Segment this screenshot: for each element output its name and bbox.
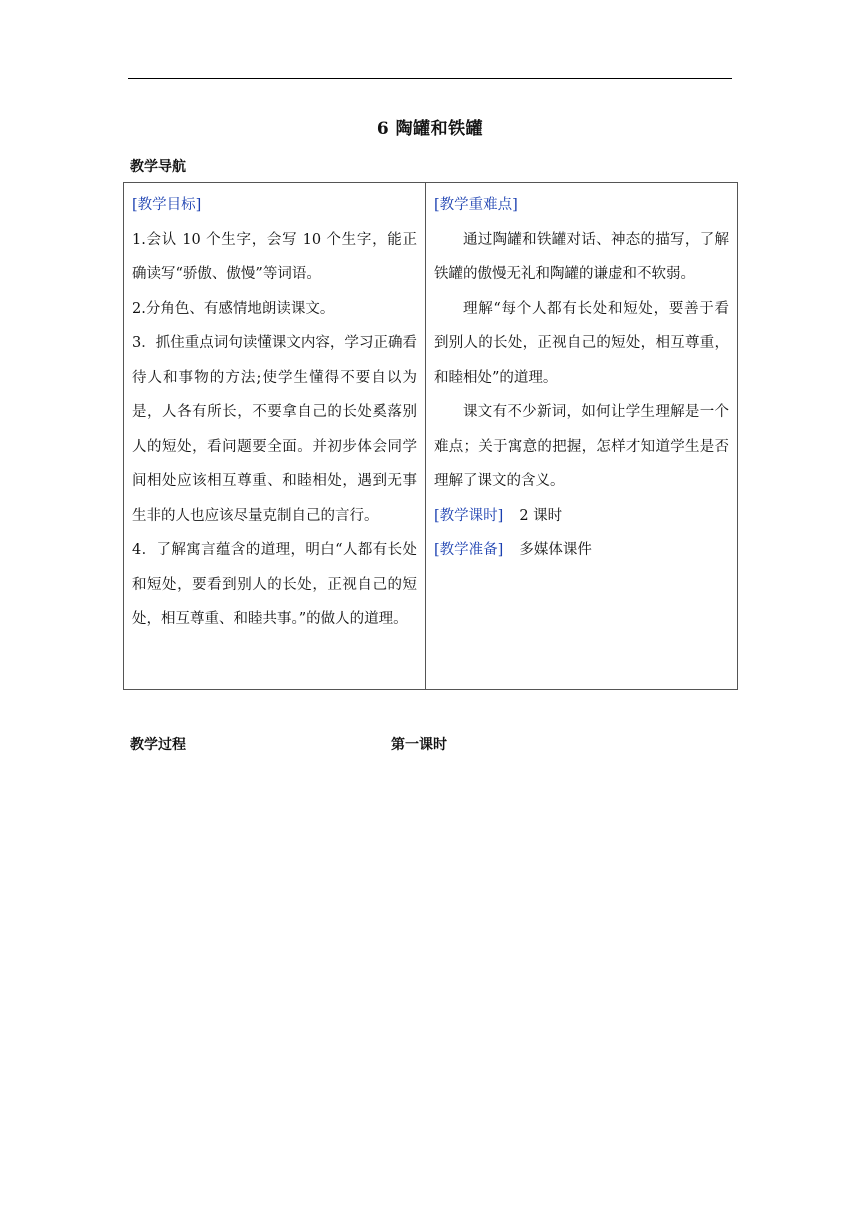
goal-item: 3．抓住重点词句读懂课文内容，学习正确看待人和事物的方法;使学生懂得不要自以为是，人各有所长，不要拿自己的长处奚落别人的短处，看问题要全面。并初步体会同学间相处应该相互尊重、和睦相处，遇到无事生非的人也应该尽量克制自己的言行。 bbox=[132, 335, 417, 524]
prep-tag: [教学准备] bbox=[434, 542, 504, 558]
focus-tag: [教学重难点] bbox=[434, 197, 518, 213]
teaching-nav-table bbox=[123, 182, 738, 690]
goal-item: 1.会认 10 个生字，会写 10 个生字，能正确读写“骄傲、傲慢”等词语。 bbox=[132, 231, 417, 282]
teaching-process-label: 教学过程 bbox=[130, 737, 186, 753]
goals-tag: [教学目标] bbox=[132, 197, 202, 213]
goal-item: 4．了解寓言蕴含的道理，明白“人都有长处和短处，要看到别人的长处，正视自己的短处，相互尊重、和睦共事。”的做人的道理。 bbox=[132, 542, 417, 627]
first-lesson-label: 第一课时 bbox=[391, 737, 447, 753]
header-rule bbox=[128, 78, 732, 79]
hours-tag: [教学课时] bbox=[434, 507, 504, 524]
prep-value: 多媒体课件 bbox=[519, 542, 592, 558]
hours-row bbox=[434, 499, 729, 534]
focus-column bbox=[426, 183, 737, 689]
goals-column bbox=[124, 183, 426, 689]
hours-value: 2 课时 bbox=[519, 507, 563, 524]
page-title: 6 陶罐和铁罐 bbox=[376, 119, 484, 139]
teaching-nav-label: 教学导航 bbox=[130, 159, 186, 175]
focus-paragraph: 课文有不少新词，如何让学生理解是一个难点；关于寓意的把握，怎样才知道学生是否理解了课文的含义。 bbox=[434, 404, 729, 489]
focus-paragraph: 通过陶罐和铁罐对话、神态的描写，了解铁罐的傲慢无礼和陶罐的谦虚和不软弱。 bbox=[434, 231, 729, 282]
goal-item: 2.分角色、有感情地朗读课文。 bbox=[132, 300, 335, 317]
focus-paragraph: 理解“每个人都有长处和短处，要善于看到别人的长处，正视自己的短处，相互尊重，和睦相处”的道理。 bbox=[434, 300, 729, 386]
prep-row bbox=[434, 533, 729, 568]
